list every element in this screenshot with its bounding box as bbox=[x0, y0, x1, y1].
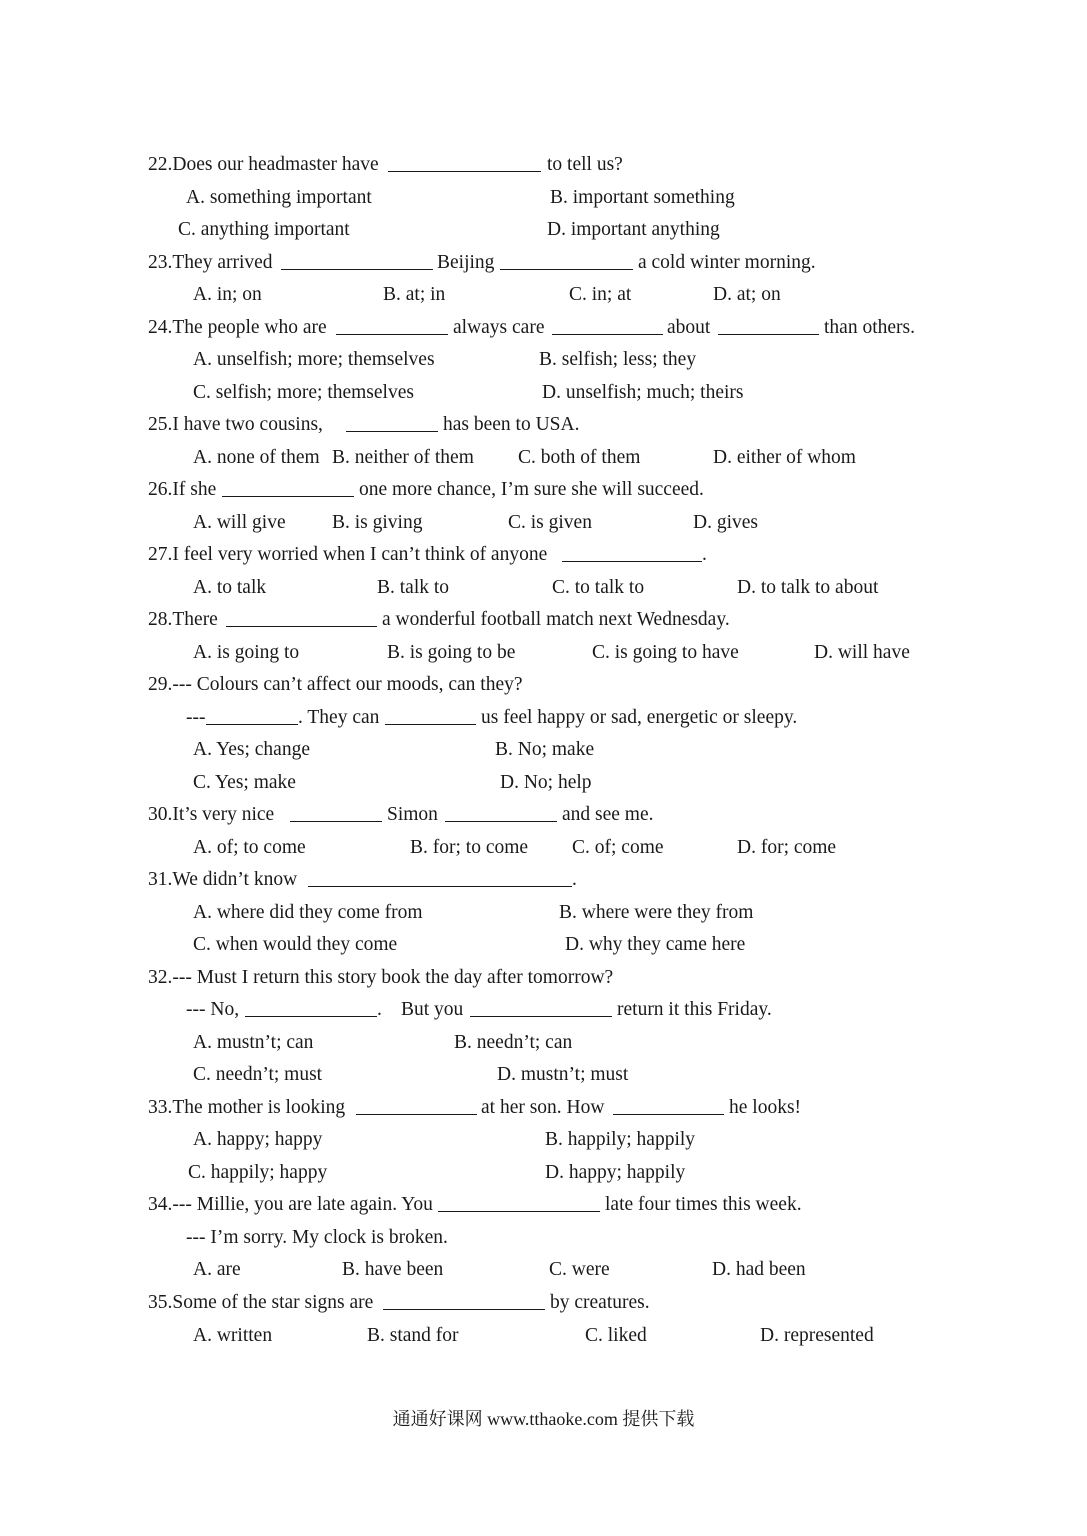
question-27-stem: 27.I feel very worried when I can’t think of anyone . bbox=[0, 539, 1087, 571]
answer-blank bbox=[245, 994, 377, 1028]
question-22-options-row1 bbox=[0, 182, 1087, 214]
question-34-stem: 34.--- Millie, you are late again. You late four times this week. bbox=[0, 1189, 1087, 1221]
option-d: D. why they came here bbox=[565, 934, 746, 955]
option-d: D. will have bbox=[814, 642, 910, 663]
option-b: B. No; make bbox=[495, 739, 595, 760]
question-23-options bbox=[0, 279, 1087, 311]
option-d: D. happy; happily bbox=[545, 1162, 686, 1183]
option-c: C. selfish; more; themselves bbox=[193, 382, 414, 403]
question-28-options bbox=[0, 637, 1087, 669]
option-c: C. when would they come bbox=[193, 934, 398, 955]
question-29-options-row1 bbox=[0, 734, 1087, 766]
answer-blank bbox=[445, 799, 557, 833]
option-c: C. of; come bbox=[572, 837, 664, 858]
question-25-stem: 25.I have two cousins, has been to USA. bbox=[0, 409, 1087, 441]
option-a: A. are bbox=[193, 1259, 241, 1280]
option-c: C. liked bbox=[585, 1325, 647, 1346]
option-a: A. written bbox=[193, 1325, 273, 1346]
answer-blank bbox=[308, 864, 572, 898]
question-29-reply: --- . They can us feel happy or sad, energetic or sleepy. bbox=[0, 702, 1087, 734]
answer-blank bbox=[500, 247, 633, 281]
option-b: B. where were they from bbox=[559, 902, 754, 923]
question-34-reply: --- I’m sorry. My clock is broken. bbox=[186, 1227, 448, 1248]
answer-blank bbox=[385, 702, 476, 736]
answer-blank bbox=[552, 312, 663, 346]
option-a: A. Yes; change bbox=[193, 739, 310, 760]
option-d: D. had been bbox=[712, 1259, 806, 1280]
question-33-options-row1 bbox=[0, 1124, 1087, 1156]
option-b: B. talk to bbox=[377, 577, 450, 598]
option-b: B. neither of them bbox=[332, 447, 474, 468]
option-b: B. happily; happily bbox=[545, 1129, 696, 1150]
option-a: A. of; to come bbox=[193, 837, 306, 858]
question-29-options-row2 bbox=[0, 767, 1087, 799]
option-c: C. happily; happy bbox=[188, 1162, 328, 1183]
answer-blank bbox=[226, 604, 377, 638]
question-28-stem: 28.There a wonderful football match next Wednesday. bbox=[0, 604, 1087, 636]
question-31-options-row1 bbox=[0, 897, 1087, 929]
option-a: A. happy; happy bbox=[193, 1129, 323, 1150]
option-d: D. either of whom bbox=[713, 447, 856, 468]
answer-blank bbox=[281, 247, 433, 281]
question-27-options bbox=[0, 572, 1087, 604]
answer-blank bbox=[438, 1189, 600, 1223]
option-d: D. to talk to about bbox=[737, 577, 879, 598]
question-34-options bbox=[0, 1254, 1087, 1286]
option-a: A. to talk bbox=[193, 577, 267, 598]
answer-blank bbox=[383, 1287, 545, 1321]
option-b: B. important something bbox=[550, 187, 735, 208]
option-c: C. both of them bbox=[518, 447, 641, 468]
question-26-options bbox=[0, 507, 1087, 539]
question-22-options-row2 bbox=[0, 214, 1087, 246]
answer-blank bbox=[562, 539, 702, 573]
question-29-stem: 29.--- Colours can’t affect our moods, can they? bbox=[148, 674, 523, 695]
answer-blank bbox=[388, 149, 541, 183]
question-35-options bbox=[0, 1320, 1087, 1352]
answer-blank bbox=[336, 312, 448, 346]
question-26-stem: 26.If she one more chance, I’m sure she will succeed. bbox=[0, 474, 1087, 506]
option-b: B. needn’t; can bbox=[454, 1032, 573, 1053]
answer-blank bbox=[718, 312, 819, 346]
option-a: A. unselfish; more; themselves bbox=[193, 349, 435, 370]
answer-blank bbox=[356, 1092, 477, 1126]
question-23-stem: 23.They arrived Beijing a cold winter morning. bbox=[0, 247, 1087, 279]
question-25-options bbox=[0, 442, 1087, 474]
option-c: C. anything important bbox=[178, 219, 350, 240]
option-a: A. where did they come from bbox=[193, 902, 423, 923]
option-c: C. in; at bbox=[569, 284, 632, 305]
question-30-options bbox=[0, 832, 1087, 864]
question-31-options-row2 bbox=[0, 929, 1087, 961]
option-b: B. is giving bbox=[332, 512, 423, 533]
answer-blank bbox=[470, 994, 612, 1028]
question-31-stem: 31.We didn’t know . bbox=[0, 864, 1087, 896]
option-d: D. gives bbox=[693, 512, 758, 533]
answer-blank bbox=[290, 799, 382, 833]
answer-blank bbox=[222, 474, 354, 508]
question-22-stem: 22.Does our headmaster have to tell us? bbox=[0, 149, 1087, 181]
option-c: C. is given bbox=[508, 512, 592, 533]
option-a: A. will give bbox=[193, 512, 286, 533]
option-c: C. needn’t; must bbox=[193, 1064, 323, 1085]
option-c: C. is going to have bbox=[592, 642, 739, 663]
option-d: D. at; on bbox=[713, 284, 781, 305]
option-a: A. is going to bbox=[193, 642, 300, 663]
question-24-stem: 24.The people who are always care about than others. bbox=[0, 312, 1087, 344]
question-33-stem: 33.The mother is looking at her son. How he looks! bbox=[0, 1092, 1087, 1124]
option-b: B. is going to be bbox=[387, 642, 516, 663]
option-c: C. Yes; make bbox=[193, 772, 296, 793]
option-a: A. in; on bbox=[193, 284, 262, 305]
question-24-options-row1 bbox=[0, 344, 1087, 376]
option-b: B. for; to come bbox=[410, 837, 529, 858]
answer-blank bbox=[613, 1092, 724, 1126]
option-b: B. have been bbox=[342, 1259, 444, 1280]
option-b: B. stand for bbox=[367, 1325, 459, 1346]
question-35-stem: 35.Some of the star signs are by creatures. bbox=[0, 1287, 1087, 1319]
option-a: A. mustn’t; can bbox=[193, 1032, 314, 1053]
option-d: D. important anything bbox=[547, 219, 720, 240]
option-a: A. none of them bbox=[193, 447, 320, 468]
option-c: C. were bbox=[549, 1259, 610, 1280]
question-32-stem: 32.--- Must I return this story book the day after tomorrow? bbox=[148, 967, 614, 988]
option-d: D. unselfish; much; theirs bbox=[542, 382, 744, 403]
answer-blank bbox=[346, 409, 438, 443]
option-d: D. for; come bbox=[737, 837, 837, 858]
answer-blank bbox=[206, 702, 298, 736]
option-c: C. to talk to bbox=[552, 577, 645, 598]
question-32-reply: --- No, . But you return it this Friday. bbox=[0, 994, 1087, 1026]
option-d: D. No; help bbox=[500, 772, 592, 793]
question-32-options-row1 bbox=[0, 1027, 1087, 1059]
option-d: D. represented bbox=[760, 1325, 874, 1346]
option-b: B. selfish; less; they bbox=[539, 349, 697, 370]
question-33-options-row2 bbox=[0, 1157, 1087, 1189]
page-footer: 通通好课网 www.tthaoke.com 提供下载 bbox=[392, 1409, 695, 1429]
question-30-stem: 30.It’s very nice Simon and see me. bbox=[0, 799, 1087, 831]
question-32-options-row2 bbox=[0, 1059, 1087, 1091]
option-d: D. mustn’t; must bbox=[497, 1064, 629, 1085]
question-24-options-row2 bbox=[0, 377, 1087, 409]
option-b: B. at; in bbox=[383, 284, 446, 305]
option-a: A. something important bbox=[186, 187, 372, 208]
